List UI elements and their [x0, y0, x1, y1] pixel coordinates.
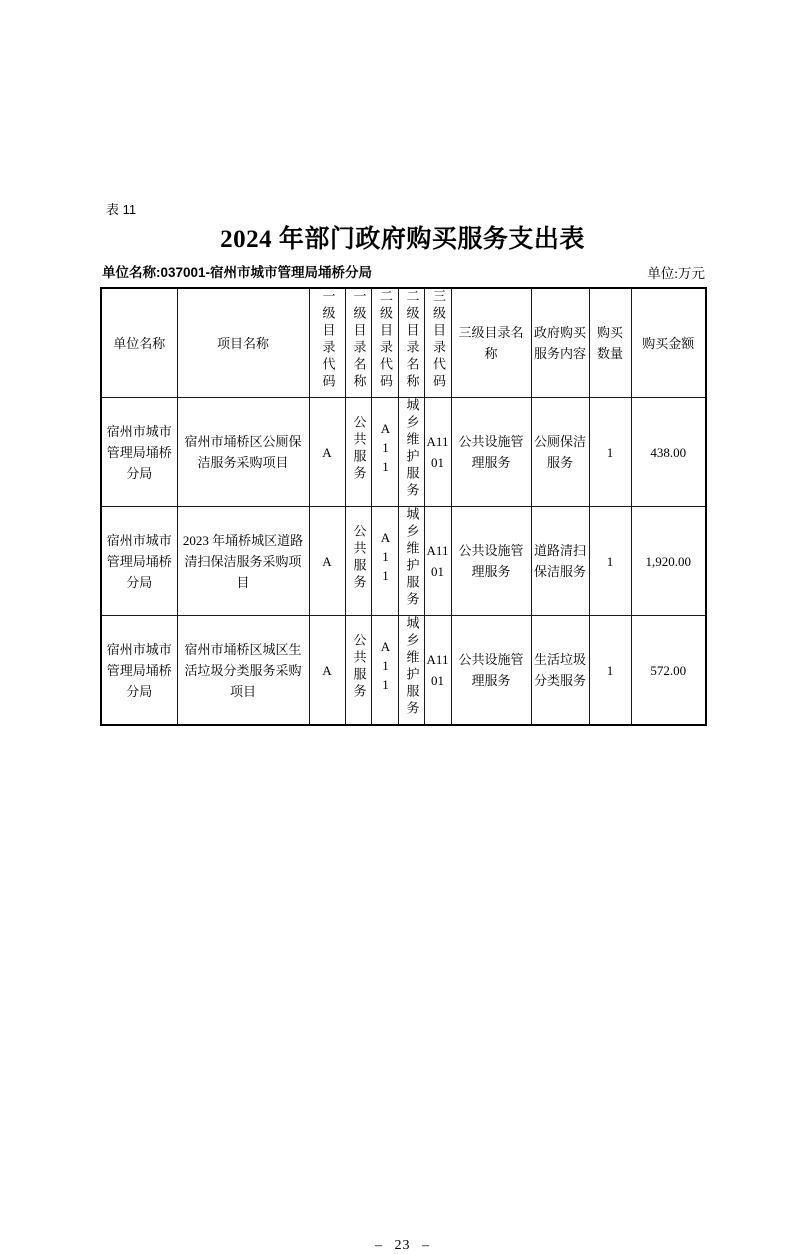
page-title: 2024 年部门政府购买服务支出表 — [220, 226, 585, 253]
vertical-cell-text: A11 — [377, 638, 393, 696]
cell-amount: 438.00 — [631, 398, 706, 507]
cell-l1_code: A — [309, 616, 345, 726]
col-header-l1-name — [345, 288, 371, 398]
cell-l2_code — [371, 398, 398, 507]
vertical-cell-text: 城乡维护服务 — [404, 398, 420, 500]
cell-amount: 1,920.00 — [631, 507, 706, 616]
cell-l3_code: A1101 — [424, 398, 451, 507]
cell-unit_name: 宿州市城市管理局埇桥分局 — [101, 507, 177, 616]
cell-l3_name: 公共设施管理服务 — [451, 398, 531, 507]
vertical-cell-text: 城乡维护服务 — [404, 616, 420, 718]
unit-name-label: 单位名称:037001-宿州市城市管理局埇桥分局 — [102, 265, 373, 280]
cell-l2_name — [398, 616, 424, 726]
cell-l2_name — [398, 398, 424, 507]
table-header-row — [101, 288, 706, 398]
col-header-service-content: 政府购买服务内容 — [531, 288, 589, 398]
expenditure-table — [100, 287, 707, 726]
col-header-project-name: 项目名称 — [177, 288, 309, 398]
col-header-l2-code — [371, 288, 398, 398]
cell-l1_code: A — [309, 398, 345, 507]
col-header-quantity: 购买数量 — [589, 288, 631, 398]
cell-l1_name — [345, 398, 371, 507]
col-header-unit-name: 单位名称 — [101, 288, 177, 398]
col-header-l2-name — [398, 288, 424, 398]
table-row — [101, 616, 706, 726]
vertical-header-text: 一级目录代码 — [320, 289, 336, 391]
cell-service_content: 生活垃圾分类服务 — [531, 616, 589, 726]
cell-l3_code: A1101 — [424, 507, 451, 616]
table-meta-row — [102, 264, 705, 282]
vertical-cell-text: A11 — [377, 529, 393, 587]
cell-l2_code — [371, 616, 398, 726]
vertical-cell-text: 公共服务 — [351, 633, 367, 701]
col-header-l1-code — [309, 288, 345, 398]
table-number-label: 表 11 — [106, 202, 137, 217]
vertical-header-text: 三级目录代码 — [430, 289, 446, 391]
vertical-header-text: 二级目录代码 — [377, 289, 393, 391]
cell-project_name: 宿州市埇桥区城区生活垃圾分类服务采购项目 — [177, 616, 309, 726]
cell-unit_name: 宿州市城市管理局埇桥分局 — [101, 398, 177, 507]
vertical-cell-text: 城乡维护服务 — [404, 507, 420, 609]
cell-l1_name — [345, 616, 371, 726]
page-number: – 23 – — [375, 1238, 430, 1253]
cell-l2_code — [371, 507, 398, 616]
vertical-cell-text: 公共服务 — [351, 415, 367, 483]
cell-unit_name: 宿州市城市管理局埇桥分局 — [101, 616, 177, 726]
cell-quantity: 1 — [589, 507, 631, 616]
vertical-header-text: 二级目录名称 — [404, 289, 420, 391]
table-body — [101, 398, 706, 726]
vertical-cell-text: 公共服务 — [351, 524, 367, 592]
cell-l3_name: 公共设施管理服务 — [451, 616, 531, 726]
cell-l1_code: A — [309, 507, 345, 616]
cell-l2_name — [398, 507, 424, 616]
cell-project_name: 2023 年埇桥城区道路清扫保洁服务采购项目 — [177, 507, 309, 616]
vertical-cell-text: A11 — [377, 420, 393, 478]
cell-service_content: 公厕保洁服务 — [531, 398, 589, 507]
cell-l3_code: A1101 — [424, 616, 451, 726]
document-content — [100, 201, 705, 1253]
cell-quantity: 1 — [589, 398, 631, 507]
col-header-l3-name: 三级目录名称 — [451, 288, 531, 398]
cell-l3_name: 公共设施管理服务 — [451, 507, 531, 616]
vertical-header-text: 一级目录名称 — [351, 289, 367, 391]
col-header-l3-code — [424, 288, 451, 398]
table-row — [101, 398, 706, 507]
col-header-amount: 购买金额 — [631, 288, 706, 398]
cell-project_name: 宿州市埇桥区公厕保洁服务采购项目 — [177, 398, 309, 507]
cell-quantity: 1 — [589, 616, 631, 726]
table-row — [101, 507, 706, 616]
cell-service_content: 道路清扫保洁服务 — [531, 507, 589, 616]
cell-l1_name — [345, 507, 371, 616]
unit-of-measure-label: 单位:万元 — [647, 266, 705, 281]
cell-amount: 572.00 — [631, 616, 706, 726]
